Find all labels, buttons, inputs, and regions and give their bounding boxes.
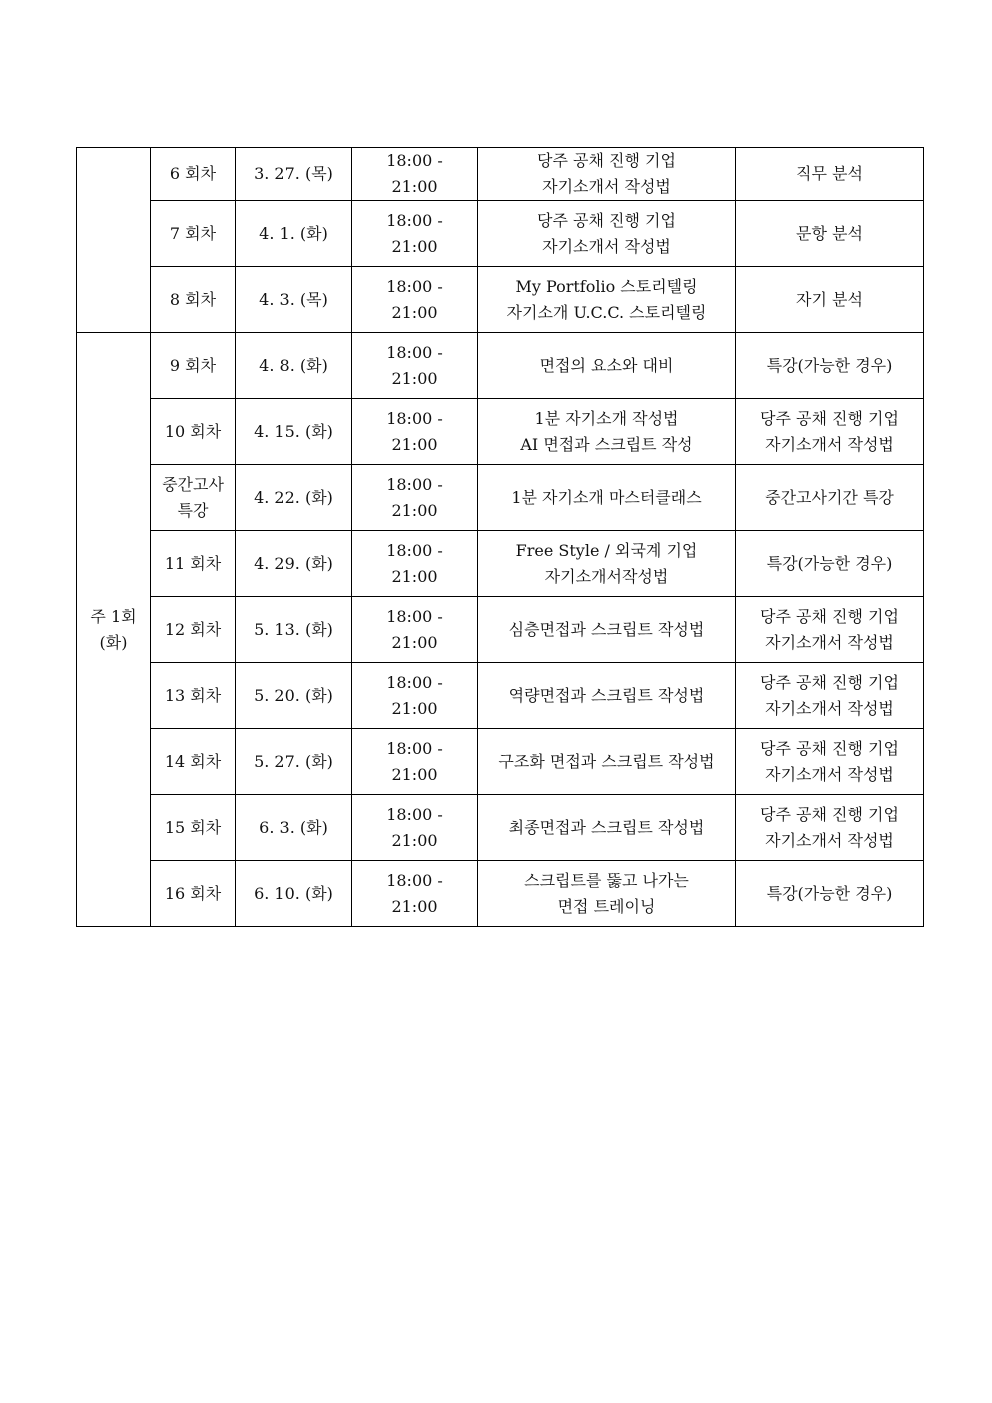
topic-cell: 스크립트를 뚫고 나가는 면접 트레이닝 — [478, 861, 736, 927]
session-cell: 8 회차 — [151, 267, 236, 333]
topic-cell: 1분 자기소개 마스터클래스 — [478, 465, 736, 531]
session-cell: 11 회차 — [151, 531, 236, 597]
date-cell: 4. 29. (화) — [236, 531, 352, 597]
session-cell: 13 회차 — [151, 663, 236, 729]
date-cell: 6. 10. (화) — [236, 861, 352, 927]
time-cell: 18:00 - 21:00 — [352, 399, 478, 465]
note-cell: 특강(가능한 경우) — [736, 861, 924, 927]
date-cell: 4. 3. (목) — [236, 267, 352, 333]
session-cell: 16 회차 — [151, 861, 236, 927]
session-cell: 12 회차 — [151, 597, 236, 663]
date-cell: 4. 15. (화) — [236, 399, 352, 465]
session-cell: 15 회차 — [151, 795, 236, 861]
note-cell: 직무 분석 — [736, 148, 924, 201]
note-cell: 문항 분석 — [736, 201, 924, 267]
time-cell: 18:00 - 21:00 — [352, 531, 478, 597]
note-cell: 당주 공채 진행 기업 자기소개서 작성법 — [736, 597, 924, 663]
table-row — [77, 861, 924, 927]
time-cell: 18:00 - 21:00 — [352, 148, 478, 201]
time-cell: 18:00 - 21:00 — [352, 795, 478, 861]
table-row — [77, 148, 924, 201]
table-row — [77, 201, 924, 267]
topic-cell: Free Style / 외국계 기업 자기소개서작성법 — [478, 531, 736, 597]
table-row — [77, 399, 924, 465]
table-row — [77, 795, 924, 861]
date-cell: 4. 1. (화) — [236, 201, 352, 267]
topic-cell: 면접의 요소와 대비 — [478, 333, 736, 399]
time-cell: 18:00 - 21:00 — [352, 597, 478, 663]
time-cell: 18:00 - 21:00 — [352, 465, 478, 531]
time-cell: 18:00 - 21:00 — [352, 729, 478, 795]
topic-cell: 최종면접과 스크립트 작성법 — [478, 795, 736, 861]
session-cell: 7 회차 — [151, 201, 236, 267]
table-row — [77, 267, 924, 333]
date-cell: 5. 13. (화) — [236, 597, 352, 663]
topic-cell: 구조화 면접과 스크립트 작성법 — [478, 729, 736, 795]
topic-cell: 1분 자기소개 작성법 AI 면접과 스크립트 작성 — [478, 399, 736, 465]
topic-cell: 당주 공채 진행 기업 자기소개서 작성법 — [478, 201, 736, 267]
topic-cell: My Portfolio 스토리텔링 자기소개 U.C.C. 스토리텔링 — [478, 267, 736, 333]
date-cell: 4. 8. (화) — [236, 333, 352, 399]
note-cell: 당주 공채 진행 기업 자기소개서 작성법 — [736, 795, 924, 861]
time-cell: 18:00 - 21:00 — [352, 663, 478, 729]
table-row — [77, 729, 924, 795]
note-cell: 자기 분석 — [736, 267, 924, 333]
date-cell: 3. 27. (목) — [236, 148, 352, 201]
note-cell: 당주 공채 진행 기업 자기소개서 작성법 — [736, 729, 924, 795]
group-cell-2: 주 1회 (화) — [77, 333, 151, 927]
date-cell: 4. 22. (화) — [236, 465, 352, 531]
note-cell: 특강(가능한 경우) — [736, 333, 924, 399]
session-cell: 중간고사 특강 — [151, 465, 236, 531]
table-row — [77, 663, 924, 729]
time-cell: 18:00 - 21:00 — [352, 267, 478, 333]
group-cell-1 — [77, 148, 151, 333]
table-row — [77, 597, 924, 663]
session-cell: 10 회차 — [151, 399, 236, 465]
note-cell: 당주 공채 진행 기업 자기소개서 작성법 — [736, 399, 924, 465]
schedule-table — [76, 147, 924, 927]
note-cell: 당주 공채 진행 기업 자기소개서 작성법 — [736, 663, 924, 729]
table-row — [77, 465, 924, 531]
session-cell: 6 회차 — [151, 148, 236, 201]
time-cell: 18:00 - 21:00 — [352, 861, 478, 927]
topic-cell: 역량면접과 스크립트 작성법 — [478, 663, 736, 729]
date-cell: 5. 20. (화) — [236, 663, 352, 729]
date-cell: 6. 3. (화) — [236, 795, 352, 861]
session-cell: 14 회차 — [151, 729, 236, 795]
topic-cell: 당주 공채 진행 기업 자기소개서 작성법 — [478, 148, 736, 201]
topic-cell: 심층면접과 스크립트 작성법 — [478, 597, 736, 663]
date-cell: 5. 27. (화) — [236, 729, 352, 795]
note-cell: 특강(가능한 경우) — [736, 531, 924, 597]
note-cell: 중간고사기간 특강 — [736, 465, 924, 531]
time-cell: 18:00 - 21:00 — [352, 201, 478, 267]
time-cell: 18:00 - 21:00 — [352, 333, 478, 399]
table-row — [77, 333, 924, 399]
session-cell: 9 회차 — [151, 333, 236, 399]
table-row — [77, 531, 924, 597]
